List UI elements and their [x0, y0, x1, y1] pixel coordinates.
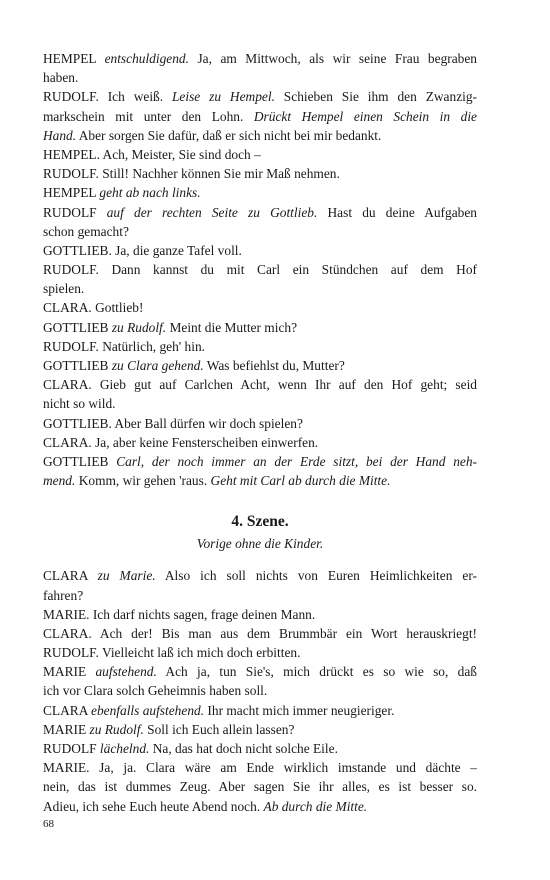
dialogue-block-scene-4: [43, 566, 477, 815]
dialogue-text: Soll ich Euch allein lassen?: [143, 721, 295, 737]
stage-direction: Carl, der noch immer an der Erde sitzt, bei der Hand neh-: [116, 453, 477, 469]
stage-direction: zu Rudolf.: [89, 721, 144, 737]
scene-heading: 4. Szene.: [231, 513, 289, 531]
stage-direction: zu Rudolf.: [111, 319, 167, 335]
stage-direction: zu Clara gehend.: [111, 358, 204, 373]
dialogue-text: Meint die Mutter mich?: [166, 319, 298, 335]
dialogue-text: MARIE: [43, 721, 90, 737]
dialogue-text: schon gemacht?: [43, 223, 129, 239]
text-line: [43, 183, 477, 202]
stage-direction: Ab durch die Mitte.: [263, 798, 368, 814]
dialogue-text: GOTTLIEB. Ja, die ganze Tafel voll.: [43, 242, 242, 258]
text-line: [43, 471, 477, 490]
text-line: [43, 720, 477, 739]
dialogue-text: CLARA. Ja, aber keine Fensterscheiben einwerfen.: [43, 434, 319, 450]
dialogue-text: Na, das hat doch nicht solche Eile.: [149, 741, 338, 756]
stage-direction: entschuldigend.: [104, 51, 189, 66]
stage-direction: lächelnd.: [99, 741, 150, 756]
stage-direction: Drückt Hempel einen Schein in die: [253, 108, 477, 124]
dialogue-text: MARIE. Ja, ja. Clara wäre am Ende wirklich imstande und dächte –: [43, 760, 477, 776]
page-number: 68: [43, 818, 54, 830]
scene-stage-direction: Vorige ohne die Kinder.: [196, 536, 324, 552]
stage-direction: mend.: [43, 473, 76, 489]
dialogue-text: Was befiehlst du, Mutter?: [203, 358, 345, 373]
text-line: [43, 394, 477, 413]
dialogue-text: CLARA: [43, 568, 98, 584]
dialogue-text: Ach ja, tun Sie's, mich drückt es so wie so, daß: [156, 664, 477, 680]
text-line: [43, 68, 477, 87]
text-line: [43, 318, 477, 337]
stage-direction: geht ab nach links.: [99, 185, 201, 201]
dialogue-text: RUDOLF. Still! Nachher können Sie mir Maß nehmen.: [43, 166, 340, 182]
dialogue-text: CLARA. Ach der! Bis man aus dem Brummbär ein Wort herauskriegt!: [43, 625, 477, 641]
dialogue-text: RUDOLF: [43, 204, 107, 220]
dialogue-text: RUDOLF. Natürlich, geh' hin.: [43, 338, 206, 354]
text-line: [43, 375, 477, 394]
stage-direction: Geht mit Carl ab durch die Mitte.: [210, 473, 391, 489]
dialogue-text: nicht so wild.: [43, 396, 116, 412]
dialogue-text: RUDOLF. Dann kannst du mit Carl ein Stündchen auf dem Hof: [43, 262, 477, 278]
text-line: [43, 107, 477, 126]
text-line: [43, 279, 477, 298]
text-line: [43, 797, 477, 816]
text-line: [43, 260, 477, 279]
text-line: [43, 87, 477, 106]
dialogue-text: MARIE: [43, 664, 96, 680]
dialogue-text: Adieu, ich sehe Euch heute Abend noch.: [43, 798, 264, 814]
text-line: [43, 145, 477, 164]
page-body: [43, 49, 477, 816]
text-line: [43, 414, 477, 433]
dialogue-text: Also ich soll nichts von Euren Heimlichkeiten er-: [155, 568, 478, 584]
stage-direction: ebenfalls aufstehend.: [91, 702, 205, 718]
dialogue-text: Ihr macht mich immer neugieriger.: [204, 702, 395, 718]
dialogue-text: GOTTLIEB: [43, 319, 112, 335]
text-line: [43, 739, 477, 758]
stage-direction: zu Marie.: [97, 568, 156, 584]
text-line: [43, 605, 477, 624]
stage-direction: aufstehend.: [95, 664, 157, 680]
dialogue-text: nein, das ist dummes Zeug. Aber sagen Sie ihr alles, es ist besser so.: [43, 779, 477, 795]
text-line: [43, 777, 477, 796]
text-line: [43, 662, 477, 681]
dialogue-text: RUDOLF. Ich weiß.: [43, 89, 172, 105]
text-line: [43, 203, 477, 222]
text-line: [43, 356, 477, 375]
stage-direction: auf der rechten Seite zu Gottlieb.: [106, 204, 318, 220]
text-line: [43, 701, 477, 720]
text-line: [43, 452, 477, 471]
stage-direction: Leise zu Hempel.: [171, 89, 275, 105]
text-line: [43, 222, 477, 241]
dialogue-text: RUDOLF. Vielleicht laß ich mich doch erbitten.: [43, 645, 301, 661]
text-line: [43, 241, 477, 260]
dialogue-text: Hast du deine Aufgaben: [317, 204, 477, 220]
text-line: [43, 49, 477, 68]
dialogue-text: GOTTLIEB: [43, 358, 112, 373]
dialogue-text: haben.: [43, 70, 79, 86]
dialogue-text: GOTTLIEB: [43, 453, 117, 469]
dialogue-text: Ja, am Mittwoch, als wir seine Frau begraben: [188, 51, 477, 66]
text-line: [43, 758, 477, 777]
text-line: [43, 681, 477, 700]
dialogue-text: MARIE. Ich darf nichts sagen, frage deinen Mann.: [43, 606, 316, 622]
text-line: [43, 586, 477, 605]
dialogue-text: Schieben Sie ihm den Zwanzig-: [274, 89, 478, 105]
dialogue-text: CLARA. Gottlieb!: [43, 300, 144, 316]
dialogue-block-scene-3: [43, 49, 477, 490]
text-line: [43, 298, 477, 317]
dialogue-text: CLARA: [43, 702, 91, 718]
text-line: [43, 566, 477, 585]
text-line: [43, 624, 477, 643]
dialogue-text: CLARA. Gieb gut auf Carlchen Acht, wenn Ihr auf den Hof geht; seid: [43, 377, 477, 393]
text-line: [43, 433, 477, 452]
stage-direction: Hand.: [43, 127, 77, 143]
dialogue-text: fahren?: [43, 587, 84, 603]
text-line: [43, 126, 477, 145]
dialogue-text: Aber sorgen Sie dafür, daß er sich nicht bei mir bedankt.: [76, 127, 382, 143]
dialogue-text: ich vor Clara solch Geheimnis haben soll.: [43, 683, 268, 699]
dialogue-text: markschein mit unter den Lohn.: [43, 108, 254, 124]
dialogue-text: HEMPEL. Ach, Meister, Sie sind doch –: [43, 146, 261, 162]
dialogue-text: spielen.: [43, 281, 85, 297]
dialogue-text: GOTTLIEB. Aber Ball dürfen wir doch spielen?: [43, 415, 303, 431]
text-line: [43, 643, 477, 662]
text-line: [43, 164, 477, 183]
dialogue-text: Komm, wir gehen 'raus.: [75, 473, 211, 489]
dialogue-text: HEMPEL: [43, 185, 100, 201]
text-line: [43, 337, 477, 356]
dialogue-text: RUDOLF: [43, 741, 100, 756]
dialogue-text: HEMPEL: [43, 51, 105, 66]
